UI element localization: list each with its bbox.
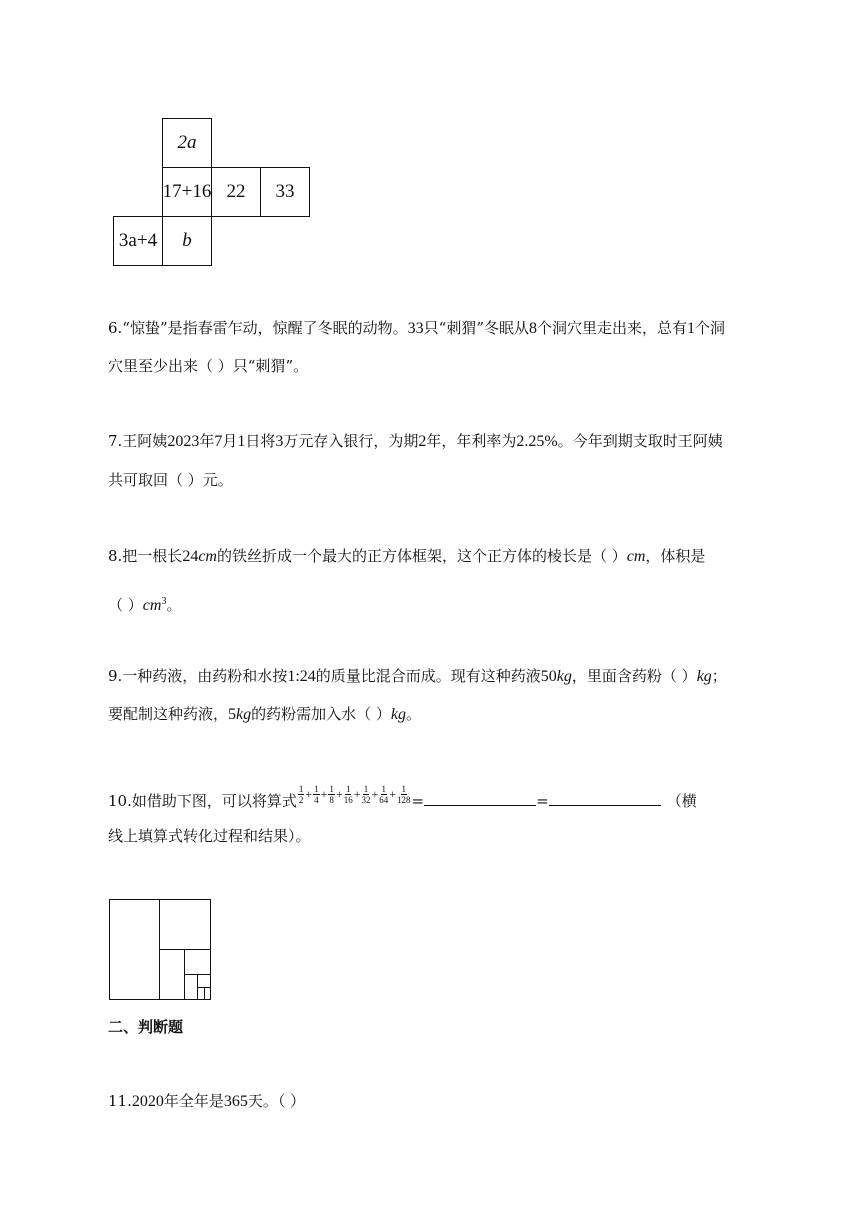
- question-11: 11.2020年全年是365天。（ ）: [108, 1092, 306, 1110]
- question-6-line-2: 穴里至少出来（ ）只“刺猬”。: [108, 357, 309, 375]
- question-8-line-1: 8.把一根长24cm的铁丝折成一个最大的正方体框架，这个正方体的棱长是（ ）cm，体积是: [108, 547, 706, 565]
- question-10-line-1: 10.如借助下图，可以将算式 $\frac{1}{2}$ + $\frac{1}{4}$ + $\frac{1}{8}$ + $\frac{1}{16}$ + $\frac{1}{32}$ + $\frac{1}{64}$ + $\frac{1}{128}$ = = （横: [108, 783, 697, 810]
- fraction: $\frac{1}{64}$: [379, 783, 389, 805]
- answer-blank-2[interactable]: [549, 791, 661, 806]
- question-9-line-1: 9.一种药液，由药粉和水按1:24的质量比混合而成。现有这种药液50kg，里面含药粉（ ）kg；: [108, 667, 727, 685]
- net-cell-top: 2a: [162, 118, 212, 168]
- fraction: $\frac{1}{8}$: [329, 783, 334, 805]
- fraction: $\frac{1}{16}$: [343, 783, 353, 805]
- question-6-line-1: 6.“惊蛰”是指春雷乍动，惊醒了冬眠的动物。33只“刺猬”冬眠从8个洞穴里走出来，总有1个洞: [108, 319, 726, 337]
- fraction: $\frac{1}{32}$: [361, 783, 371, 805]
- fraction: $\frac{1}{128}$: [397, 783, 411, 805]
- question-7-line-2: 共可取回（ ）元。: [108, 471, 233, 489]
- section-heading: 二、判断题: [108, 1018, 184, 1036]
- net-cell-bottom-1: 3a+4: [113, 216, 163, 266]
- net-cell-middle-1: 17+16: [162, 167, 212, 217]
- fraction: $\frac{1}{2}$: [298, 783, 304, 805]
- question-9-line-2: 要配制这种药液，5kg的药粉需加入水（ ）kg。: [108, 705, 422, 723]
- net-cell-bottom-2: b: [162, 216, 212, 266]
- question-7-line-1: 7.王阿姨2023年7月1日将3万元存入银行，为期2年，年利率为2.25%。今年到期支取时王阿姨: [108, 432, 723, 450]
- answer-blank-1[interactable]: [424, 791, 536, 806]
- fraction: $\frac{1}{4}$: [314, 783, 319, 805]
- net-cell-middle-3: 33: [260, 167, 310, 217]
- square-128th: [204, 987, 211, 1000]
- question-10-line-2: 线上填算式转化过程和结果）。: [108, 827, 311, 845]
- net-cell-middle-2: 22: [211, 167, 261, 217]
- question-8-line-2: （ ）$cm^3$。: [108, 596, 182, 614]
